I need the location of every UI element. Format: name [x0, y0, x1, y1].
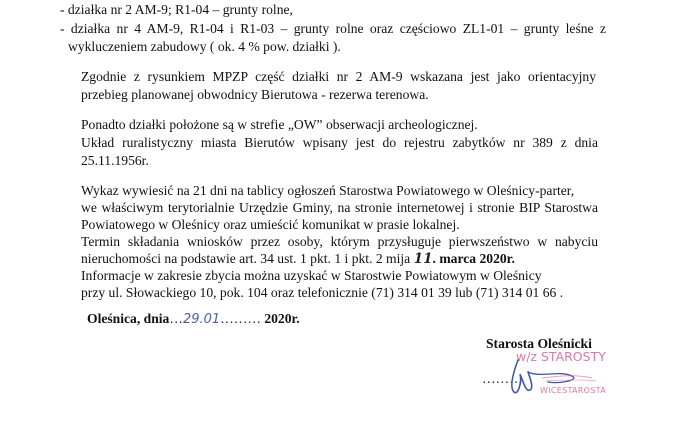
archaeology-line-3: 25.11.1956r.	[81, 153, 149, 168]
stamp-bottom-text: WICESTAROSTA	[540, 386, 606, 395]
info-line-1: Informacje w zakresie zbycia można uzyskać w Starostwie Powiatowym w Oleśnicy	[81, 268, 542, 283]
deadline-line	[81, 251, 515, 267]
date-prefix: Oleśnica, dnia	[87, 311, 170, 326]
date-dots-before: …	[169, 311, 183, 326]
plot-line-1: - działka nr 2 AM-9; R1-04 – grunty rolne,	[60, 2, 293, 17]
signature-dots: ………	[482, 371, 523, 386]
notice-line-3: Powiatowego w Oleśnicy oraz umieścić komunikat w prasie lokalnej.	[81, 217, 460, 232]
signature-title: Starosta Oleśnicki	[486, 336, 592, 351]
info-line-2: przy ul. Słowackiego 10, pok. 104 oraz telefonicznie (71) 314 01 39 lub (71) 314 01 66 .	[81, 285, 564, 300]
date-year: 2020r.	[260, 311, 300, 326]
date-day-handwritten: 29.01	[182, 312, 221, 327]
plot-line-3: wykluczeniem zabudowy ( ok. 4 % pow. działki ).	[68, 39, 341, 54]
date-line	[87, 311, 300, 328]
stamp-top-text: w/z STAROSTY	[516, 349, 606, 364]
notice-line-4: Termin składania wniosków przez osoby, którym przysługuje pierwszeństwo w nabyciu	[81, 234, 598, 249]
deadline-prefix: nieruchomości na podstawie art. 34 ust. 1 pkt. 1 i pkt. 2 mija	[81, 251, 414, 266]
archaeology-line-2: Układ ruralistyczny miasta Bierutów wpisany jest do rejestru zabytków nr 389 z dnia	[81, 135, 598, 150]
mpzp-line-1: Zgodnie z rysunkiem MPZP część działki nr 2 AM-9 wskazana jest jako orientacyjny	[81, 69, 596, 84]
date-dots-after: ………	[220, 311, 261, 326]
plot-line-2: - działka nr 4 AM-9, R1-04 i R1-03 – grunty rolne oraz częściowo ZL1-01 – grunty leśne z	[60, 21, 606, 36]
deadline-month-year: . marca 2020r.	[432, 251, 515, 266]
notice-line-2: we właściwym terytorialnie Urzędzie Gminy, na stronie internetowej i stronie BIP Starostwa	[81, 200, 598, 215]
archaeology-line-1: Ponadto działki położone są w strefie „OW” obserwacji archeologicznej.	[81, 117, 478, 132]
handwritten-signature	[500, 348, 620, 428]
notice-line-1: Wykaz wywiesić na 21 dni na tablicy ogłoszeń Starostwa Powiatowego w Oleśnicy-parter,	[81, 183, 575, 198]
mpzp-line-2: przebieg planowanej obwodnicy Bierutowa - rezerwa terenowa.	[81, 87, 429, 102]
deadline-day-handwritten: 11	[413, 251, 433, 267]
